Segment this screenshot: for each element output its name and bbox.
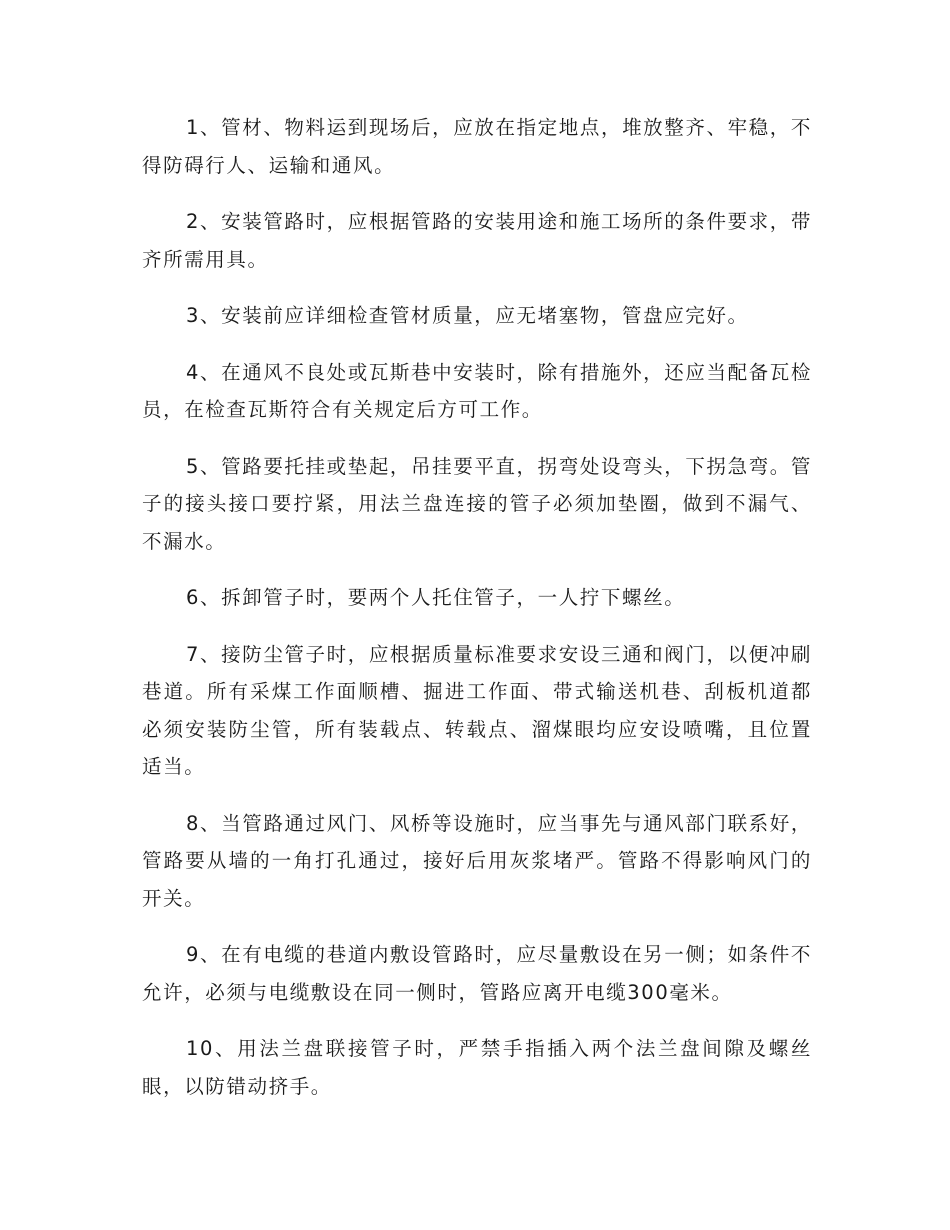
paragraph-8: 8、当管路通过风门、风桥等设施时，应当事先与通风部门联系好，管路要从墙的一角打孔通过，接好后用灰浆堵严。管路不得影响风门的开关。: [142, 811, 812, 910]
paragraph-9: 9、在有电缆的巷道内敷设管路时，应尽量敷设在另一侧；如条件不允许，必须与电缆敷设在同一侧时，管路应离开电缆300毫米。: [142, 943, 812, 1004]
paragraph-10: 10、用法兰盘联接管子时，严禁手指插入两个法兰盘间隙及螺丝眼，以防错动挤手。: [142, 1037, 812, 1098]
paragraph-5: 5、管路要托挂或垫起，吊挂要平直，拐弯处设弯头，下拐急弯。管子的接头接口要拧紧，用法兰盘连接的管子必须加垫圈，做到不漏气、不漏水。: [142, 454, 812, 553]
paragraph-1: 1、管材、物料运到现场后，应放在指定地点，堆放整齐、牢稳，不得防碍行人、运输和通风。: [142, 116, 812, 177]
paragraph-6: 6、拆卸管子时，要两个人托住管子，一人拧下螺丝。: [186, 586, 686, 609]
document-body: [142, 109, 812, 1124]
paragraph-7: 7、接防尘管子时，应根据质量标准要求安设三通和阀门，以便冲刷巷道。所有采煤工作面顺槽、掘进工作面、带式输送机巷、刮板机道都必须安装防尘管，所有装载点、转载点、溜煤眼均应安设喷嘴，且位置适当。: [142, 642, 812, 778]
paragraph-3: 3、安装前应详细检查管材质量，应无堵塞物，管盘应完好。: [186, 304, 749, 327]
paragraph-4: 4、在通风不良处或瓦斯巷中安装时，除有措施外，还应当配备瓦检员，在检查瓦斯符合有关规定后方可工作。: [142, 360, 812, 421]
paragraph-2: 2、安装管路时，应根据管路的安装用途和施工场所的条件要求，带齐所需用具。: [142, 210, 812, 271]
